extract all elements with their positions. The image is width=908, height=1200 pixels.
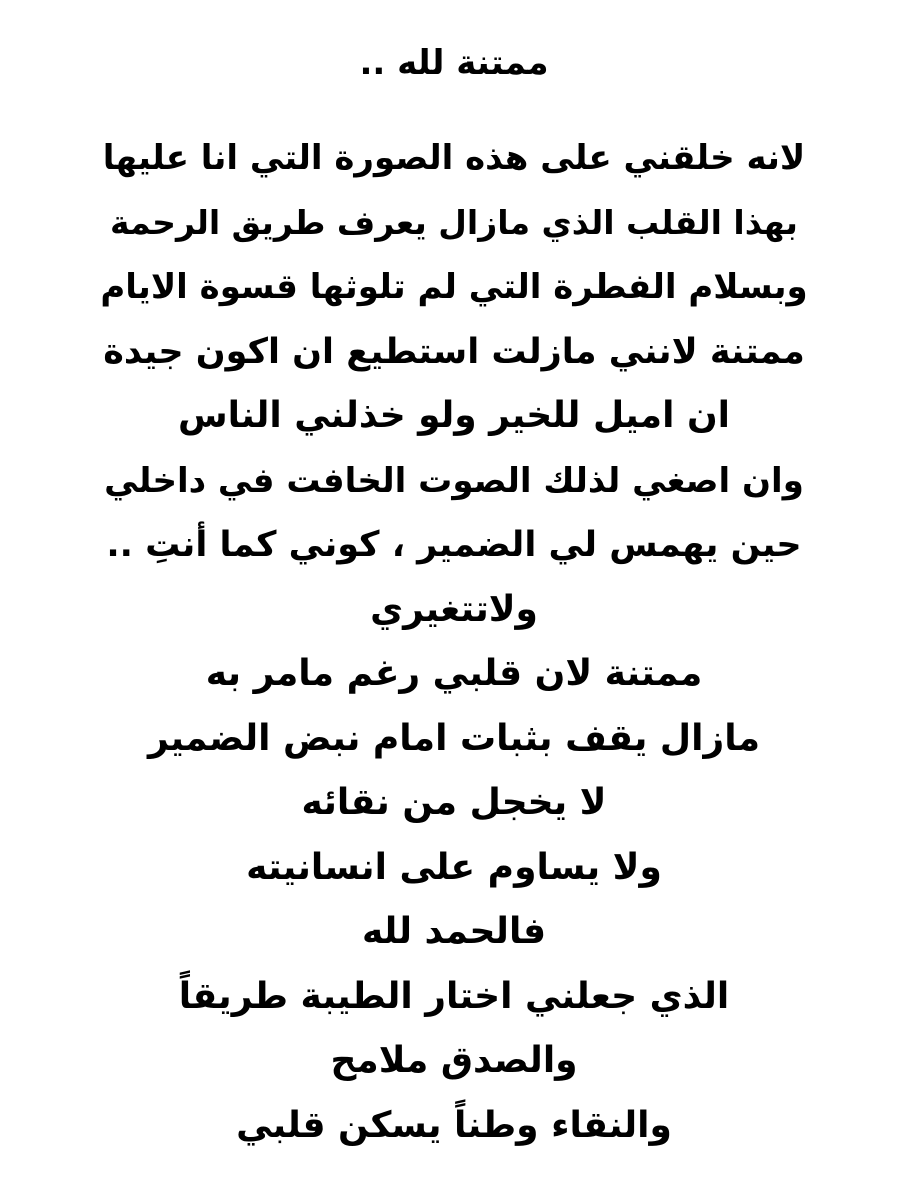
- poem-line: والنقاء وطناً يسكن قلبي: [236, 1104, 672, 1146]
- poem-line: ممتنة لان قلبي رغم مامر به: [205, 653, 703, 694]
- poem-line: لانه خلقني على هذه الصورة التي انا عليها: [102, 138, 806, 178]
- poem-line: ان اميل للخير ولو خذلني الناس: [177, 395, 731, 436]
- poem-line: فالحمد لله: [361, 911, 547, 952]
- poem-line: وبسلام الفطرة التي لم تلوثها قسوة الايام: [100, 267, 808, 307]
- page-title: ممتنة لله ..: [359, 43, 549, 83]
- poem-line: حين يهمس لي الضمير ، كوني كما أنتِ ..: [106, 525, 802, 565]
- poem-line: والصدق ملامح: [330, 1040, 578, 1081]
- poem-line: ولا يساوم على انسانيته: [246, 846, 662, 888]
- poem-line: لا يخجل من نقائه: [301, 782, 607, 823]
- poem-line: ممتنة لانني مازلت استطيع ان اكون جيدة: [103, 331, 805, 372]
- poem-text: [100, 126, 808, 1158]
- poem-line: ولاتتغيري: [370, 588, 538, 630]
- poem-line: بهذا القلب الذي مازال يعرف طريق الرحمة: [110, 202, 798, 242]
- poem-line: وان اصغي لذلك الصوت الخافت في داخلي: [104, 460, 804, 501]
- poem-line: الذي جعلني اختار الطيبة طريقاً: [178, 975, 730, 1017]
- poem-line: مازال يقف بثبات امام نبض الضمير: [147, 717, 761, 759]
